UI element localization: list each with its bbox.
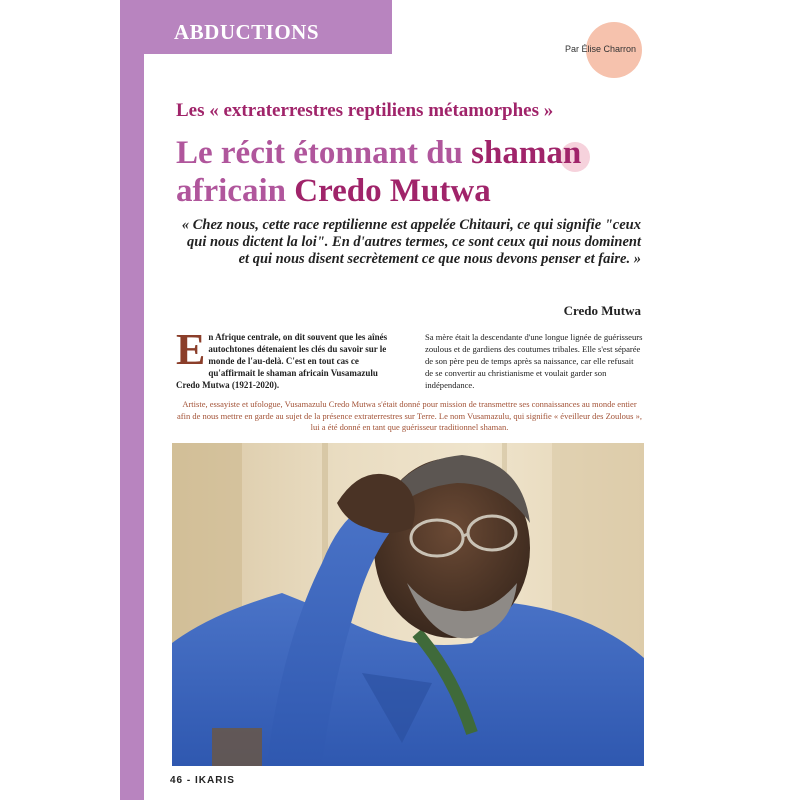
lead-text: n Afrique centrale, on dit souvent que les aînés autochtones détenaient les clés du savoir sur le monde de l'au-delà. C'est en tout cas ce qu'affirmait le shaman africain Vusamazulu Credo Mutwa (1921-2020). (176, 332, 388, 390)
article-kicker: Les « extraterrestres reptiliens métamorphes » (176, 100, 554, 121)
portrait-photo (172, 443, 644, 766)
title-part-3: africain (176, 173, 295, 209)
pull-quote: « Chez nous, cette race reptilienne est appelée Chitauri, ce qui signifie "ceux qui nous dictent la loi". En d'autres termes, ce sont ceux qui nous dominent et qui nous disent secrètement ce que nous devons penser et faire. » (181, 217, 641, 267)
title-part-4: Credo Mutwa (294, 173, 491, 209)
author-credit: Par Élise Charron (565, 44, 637, 54)
quote-author: Credo Mutwa (563, 303, 641, 318)
second-column-text: Sa mère était la descendante d'une longue lignée de guérisseurs zoulous et de gardiens des coutumes tribales. Elle s'est séparée de son père peu de temps après sa naissance, car elle refusait de se convertir au christianisme et voulait garder son indépendance. (425, 332, 643, 390)
article-title (176, 134, 646, 210)
portrait-illustration (172, 443, 644, 766)
page-footer: 46 - IKARIS (170, 775, 235, 786)
photo-caption: Artiste, essayiste et ufologue, Vusamazulu Credo Mutwa s'était donné pour mission de transmettre ses connaissances au monde entier afin de nous mettre en garde au sujet de la présence extraterrestres sur Terre. Le nom Vusamazulu, qui signifie « éveilleur des Zoulous », lui a été donné en tant que guérisseur traditionnel shaman. (177, 399, 642, 432)
lead-paragraph (176, 325, 396, 391)
drop-cap: E (176, 325, 206, 374)
section-label: ABDUCTIONS (174, 20, 320, 44)
title-part-1: Le récit étonnant du (176, 135, 472, 171)
left-color-bar (120, 0, 144, 800)
title-part-2: shaman (471, 135, 582, 171)
